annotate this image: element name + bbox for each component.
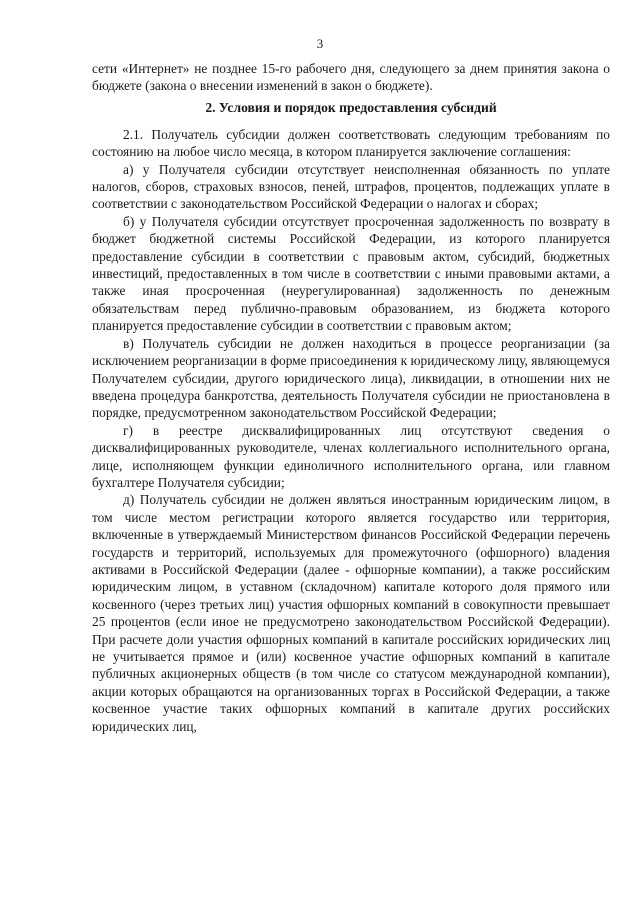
paragraph-g: г) в реестре дисквалифицированных лиц отсутствуют сведения о дисквалифицированных руководителе, членах коллегиального исполнительного органа, лице, исполняющем функции единоличного исполнительного органа, или главном бухгалтере Получателя субсидии; [92, 422, 610, 490]
section-title: 2. Условия и порядок предоставления субсидий [205, 99, 497, 115]
paragraph-a: а) у Получателя субсидии отсутствует неисполненная обязанность по уплате налогов, сборов, страховых взносов, пеней, штрафов, процентов, подлежащих уплате в соответствии с законодательством Российской Федерации о налогах и сборах; [92, 161, 610, 212]
paragraph-v: в) Получатель субсидии не должен находиться в процессе реорганизации (за исключением реорганизации в форме присоединения к юридическому лицу, являющемуся Получателем субсидии, другого юридического лица), ликвидации, в отношении них не введена процедура банкротства, деятельность Получателя субсидии не приостановлена в порядке, предусмотренном законодательством Российской Федерации; [92, 335, 610, 421]
page-number: 3 [316, 36, 324, 51]
document-body [92, 60, 610, 735]
paragraph-2-1: 2.1. Получатель субсидии должен соответствовать следующим требованиям по состоянию на любое число месяца, в котором планируется заключение соглашения: [92, 126, 610, 160]
paragraph-d: д) Получатель субсидии не должен являться иностранным юридическим лицом, в том числе местом регистрации которого является государство или территория, включенные в утверждаемый Министерством финансов Российской Федерации перечень государств и территорий, используемых для промежуточного (офшорного) владения активами в Российской Федерации (далее - офшорные компании), а также российским юридическим лицом, в уставном (складочном) капитале которого доля прямого или косвенного (через третьих лиц) участия офшорных компаний в совокупности превышает 25 процентов (если иное не предусмотрено законодательством Российской Федерации). При расчете доли участия офшорных компаний в капитале российских юридических лиц не учитывается прямое и (или) косвенное участие офшорных компаний в капитале публичных акционерных обществ (в том числе со статусом международной компании), акции которых обращаются на организованных торгах в Российской Федерации, а также косвенное участие таких офшорных компаний в капитале других российских юридических лиц, [92, 492, 610, 734]
paragraph-b: б) у Получателя субсидии отсутствует просроченная задолженность по возврату в бюджет бюджетной системы Российской Федерации, из которого планируется предоставление субсидии в соответствии с правовым актом, субсидий, бюджетных инвестиций, предоставленных в том числе в соответствии с иными правовыми актами, а также иная просроченная (неурегулированная) задолженность по денежным обязательствам перед публично-правовым образованием, из бюджета которого планируется предоставление субсидии в соответствии с правовым актом; [92, 213, 610, 334]
intro-paragraph: сети «Интернет» не позднее 15-го рабочего дня, следующего за днем принятия закона о бюджете (закона о внесении изменений в закон о бюджете). [92, 61, 610, 94]
